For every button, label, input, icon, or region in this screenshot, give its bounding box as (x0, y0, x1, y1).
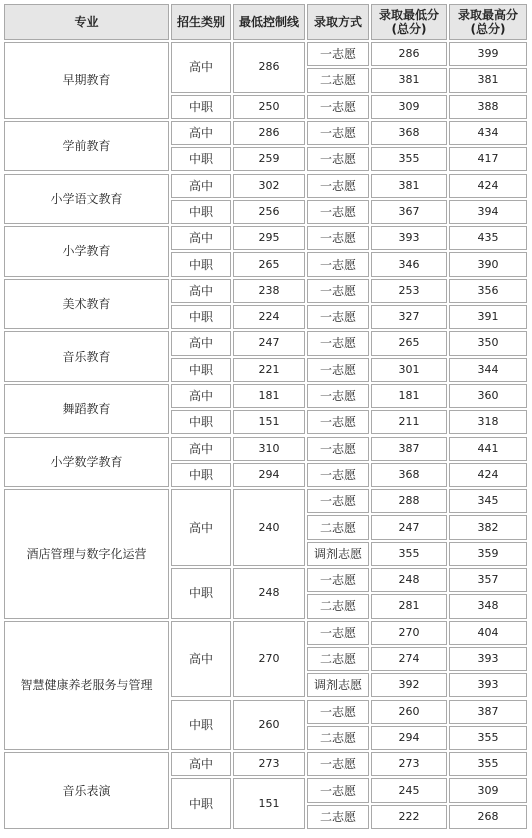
admission-method: 一志愿 (307, 700, 369, 724)
header-major: 专业 (4, 4, 169, 40)
enrollment-category: 中职 (171, 200, 231, 224)
min-score: 281 (371, 594, 447, 618)
header-max-score: 录取最高分 (总分) (449, 4, 527, 40)
min-score: 222 (371, 805, 447, 829)
major-name: 学前教育 (4, 121, 169, 172)
max-score: 309 (449, 778, 527, 802)
max-score: 359 (449, 542, 527, 566)
admission-method: 一志愿 (307, 252, 369, 276)
admission-method: 一志愿 (307, 305, 369, 329)
control-line: 240 (233, 489, 305, 566)
enrollment-category: 中职 (171, 305, 231, 329)
enrollment-category: 高中 (171, 752, 231, 776)
admission-method: 一志愿 (307, 437, 369, 461)
min-score: 253 (371, 279, 447, 303)
control-line: 256 (233, 200, 305, 224)
min-score: 393 (371, 226, 447, 250)
min-score: 247 (371, 515, 447, 539)
major-name: 小学教育 (4, 226, 169, 277)
min-score: 286 (371, 42, 447, 66)
control-line: 181 (233, 384, 305, 408)
admission-method: 一志愿 (307, 147, 369, 171)
enrollment-category: 中职 (171, 147, 231, 171)
enrollment-category: 高中 (171, 621, 231, 698)
admission-method: 一志愿 (307, 489, 369, 513)
control-line: 151 (233, 410, 305, 434)
control-line: 310 (233, 437, 305, 461)
max-score: 268 (449, 805, 527, 829)
control-line: 248 (233, 568, 305, 619)
control-line: 270 (233, 621, 305, 698)
major-name: 音乐表演 (4, 752, 169, 829)
admission-method: 一志愿 (307, 752, 369, 776)
major-name: 小学数学教育 (4, 437, 169, 488)
major-name: 酒店管理与数字化运营 (4, 489, 169, 619)
min-score: 368 (371, 121, 447, 145)
max-score: 318 (449, 410, 527, 434)
header-admission-method: 录取方式 (307, 4, 369, 40)
admission-method: 调剂志愿 (307, 673, 369, 697)
enrollment-category: 中职 (171, 700, 231, 751)
header-min-score: 录取最低分 (总分) (371, 4, 447, 40)
min-score: 260 (371, 700, 447, 724)
major-name: 智慧健康养老服务与管理 (4, 621, 169, 751)
min-score: 248 (371, 568, 447, 592)
min-score: 294 (371, 726, 447, 750)
min-score: 211 (371, 410, 447, 434)
max-score: 424 (449, 463, 527, 487)
enrollment-category: 中职 (171, 568, 231, 619)
admission-method: 二志愿 (307, 515, 369, 539)
min-score: 368 (371, 463, 447, 487)
admission-method: 二志愿 (307, 594, 369, 618)
min-score: 273 (371, 752, 447, 776)
min-score: 181 (371, 384, 447, 408)
max-score: 390 (449, 252, 527, 276)
control-line: 238 (233, 279, 305, 303)
major-name: 小学语文教育 (4, 174, 169, 225)
admission-method: 一志愿 (307, 121, 369, 145)
max-score: 417 (449, 147, 527, 171)
control-line: 294 (233, 463, 305, 487)
max-score: 355 (449, 752, 527, 776)
major-name: 美术教育 (4, 279, 169, 330)
max-score: 357 (449, 568, 527, 592)
admission-method: 一志愿 (307, 42, 369, 66)
enrollment-category: 高中 (171, 226, 231, 250)
major-name: 音乐教育 (4, 331, 169, 382)
min-score: 367 (371, 200, 447, 224)
control-line: 273 (233, 752, 305, 776)
admission-method: 二志愿 (307, 68, 369, 92)
admission-method: 一志愿 (307, 621, 369, 645)
max-score: 356 (449, 279, 527, 303)
max-score: 393 (449, 647, 527, 671)
max-score: 345 (449, 489, 527, 513)
max-score: 441 (449, 437, 527, 461)
max-score: 381 (449, 68, 527, 92)
min-score: 346 (371, 252, 447, 276)
enrollment-category: 高中 (171, 121, 231, 145)
enrollment-category: 高中 (171, 331, 231, 355)
min-score: 387 (371, 437, 447, 461)
control-line: 224 (233, 305, 305, 329)
admission-method: 二志愿 (307, 647, 369, 671)
min-score: 309 (371, 95, 447, 119)
control-line: 221 (233, 358, 305, 382)
control-line: 247 (233, 331, 305, 355)
enrollment-category: 高中 (171, 489, 231, 566)
admission-method: 二志愿 (307, 805, 369, 829)
admission-method: 一志愿 (307, 358, 369, 382)
min-score: 381 (371, 174, 447, 198)
admission-method: 一志愿 (307, 410, 369, 434)
max-score: 424 (449, 174, 527, 198)
enrollment-category: 高中 (171, 279, 231, 303)
admission-method: 一志愿 (307, 200, 369, 224)
enrollment-category: 中职 (171, 358, 231, 382)
major-name: 早期教育 (4, 42, 169, 119)
enrollment-category: 高中 (171, 174, 231, 198)
control-line: 151 (233, 778, 305, 829)
max-score: 387 (449, 700, 527, 724)
major-name: 舞蹈教育 (4, 384, 169, 435)
max-score: 350 (449, 331, 527, 355)
admission-method: 一志愿 (307, 463, 369, 487)
admission-method: 一志愿 (307, 568, 369, 592)
min-score: 265 (371, 331, 447, 355)
admission-method: 一志愿 (307, 384, 369, 408)
enrollment-category: 高中 (171, 42, 231, 93)
admission-method: 二志愿 (307, 726, 369, 750)
min-score: 392 (371, 673, 447, 697)
min-score: 327 (371, 305, 447, 329)
admission-method: 一志愿 (307, 778, 369, 802)
min-score: 301 (371, 358, 447, 382)
min-score: 355 (371, 147, 447, 171)
max-score: 394 (449, 200, 527, 224)
control-line: 302 (233, 174, 305, 198)
header-category: 招生类别 (171, 4, 231, 40)
min-score: 274 (371, 647, 447, 671)
max-score: 434 (449, 121, 527, 145)
enrollment-category: 高中 (171, 437, 231, 461)
control-line: 295 (233, 226, 305, 250)
max-score: 399 (449, 42, 527, 66)
min-score: 381 (371, 68, 447, 92)
enrollment-category: 中职 (171, 95, 231, 119)
enrollment-category: 高中 (171, 384, 231, 408)
admission-method: 一志愿 (307, 331, 369, 355)
enrollment-category: 中职 (171, 410, 231, 434)
min-score: 270 (371, 621, 447, 645)
max-score: 382 (449, 515, 527, 539)
admission-method: 一志愿 (307, 95, 369, 119)
admission-method: 一志愿 (307, 174, 369, 198)
max-score: 393 (449, 673, 527, 697)
min-score: 245 (371, 778, 447, 802)
control-line: 265 (233, 252, 305, 276)
max-score: 388 (449, 95, 527, 119)
max-score: 348 (449, 594, 527, 618)
admission-method: 一志愿 (307, 279, 369, 303)
control-line: 286 (233, 121, 305, 145)
min-score: 288 (371, 489, 447, 513)
admission-method: 一志愿 (307, 226, 369, 250)
admission-method: 调剂志愿 (307, 542, 369, 566)
min-score: 355 (371, 542, 447, 566)
max-score: 344 (449, 358, 527, 382)
max-score: 391 (449, 305, 527, 329)
enrollment-category: 中职 (171, 778, 231, 829)
control-line: 250 (233, 95, 305, 119)
max-score: 404 (449, 621, 527, 645)
max-score: 355 (449, 726, 527, 750)
control-line: 260 (233, 700, 305, 751)
max-score: 435 (449, 226, 527, 250)
enrollment-category: 中职 (171, 463, 231, 487)
control-line: 259 (233, 147, 305, 171)
max-score: 360 (449, 384, 527, 408)
header-control-line: 最低控制线 (233, 4, 305, 40)
enrollment-category: 中职 (171, 252, 231, 276)
control-line: 286 (233, 42, 305, 93)
